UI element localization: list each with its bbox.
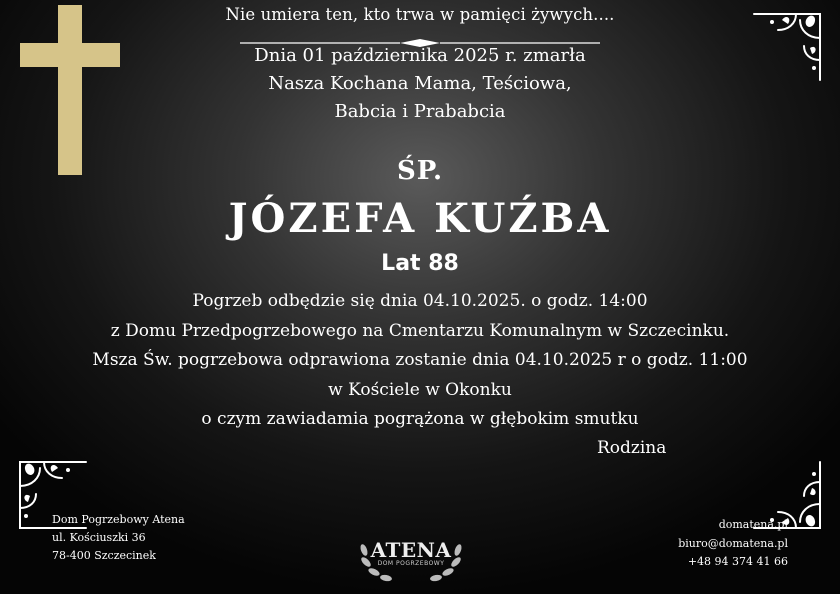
funeral-home-contact: [678, 516, 788, 572]
address-line: 78-400 Szczecinek: [52, 549, 156, 562]
logo-text: ATENA: [370, 538, 452, 562]
logo-subtext: DOM POGRZEBOWY: [377, 560, 445, 567]
address-line: Dom Pogrzebowy Atena: [52, 513, 185, 526]
floral-corner-icon: [748, 8, 826, 86]
intro-line: Nasza Kochana Mama, Teściowa,: [268, 73, 572, 94]
funeral-line: w Kościele w Okonku: [328, 379, 512, 400]
atena-logo: [356, 530, 466, 584]
email-link[interactable]: biuro@domatena.pl: [678, 536, 788, 550]
deceased-prefix: ŚP.: [396, 156, 444, 186]
intro-line: Dnia 01 października 2025 r. zmarła: [254, 45, 586, 66]
funeral-details: [0, 287, 840, 435]
funeral-line: o czym zawiadamia pogrążona w głębokim smutku: [201, 409, 639, 429]
deceased-age: Lat 88: [381, 251, 459, 276]
website-link[interactable]: domatena.pl: [718, 518, 788, 531]
motto: Nie umiera ten, kto trwa w pamięci żywych....: [225, 5, 615, 24]
funeral-line: Msza Św. pogrzebowa odprawiona zostanie dnia 04.10.2025 r o godz. 11:00: [92, 350, 748, 370]
deceased-name: JÓZEFA KUŹBA: [228, 195, 612, 242]
family-signature: Rodzina: [597, 438, 667, 458]
funeral-home-address: [52, 511, 185, 565]
funeral-line: z Domu Przedpogrzebowego na Cmentarzu Komunalnym w Szczecinku.: [110, 320, 730, 341]
funeral-line: Pogrzeb odbędzie się dnia 04.10.2025. o godz. 14:00: [192, 291, 648, 311]
phone-number: +48 94 374 41 66: [687, 555, 788, 568]
address-line: ul. Kościuszki 36: [52, 531, 146, 544]
intro-text: [0, 42, 840, 126]
intro-line: Babcia i Prababcia: [334, 101, 506, 122]
